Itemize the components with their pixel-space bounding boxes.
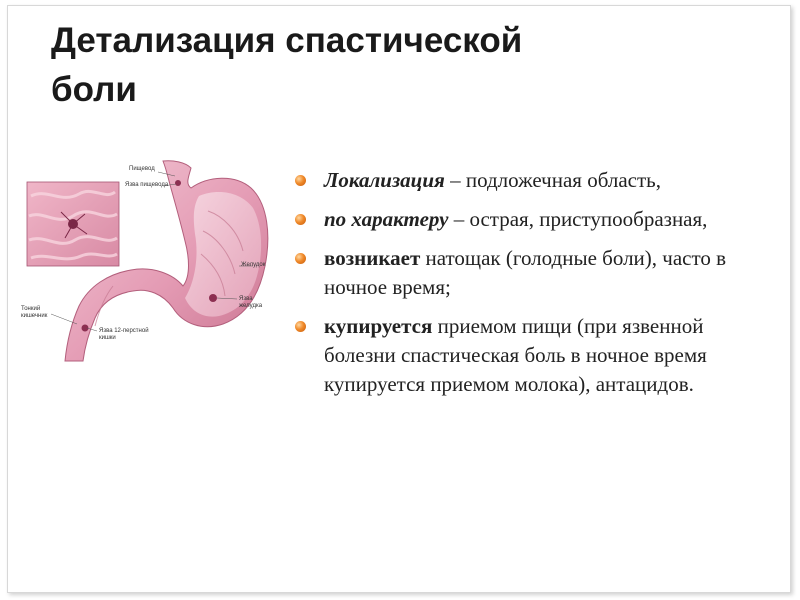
bullet-text: – подложечная область, <box>444 168 661 192</box>
label-duodenal-ulcer-1: Язва 12-перстной <box>99 328 149 334</box>
bullet-dot-icon <box>295 175 306 186</box>
bullet-text: натощак (голодные боли), часто в ночное время; <box>324 246 727 299</box>
slide-title <box>51 16 751 114</box>
label-small-intestine-1: Тонкий <box>21 306 41 312</box>
list-item <box>291 166 731 195</box>
label-stomach-ulcer-1: Язва <box>239 296 253 302</box>
label-duodenal-ulcer-2: кишки <box>99 335 116 341</box>
slide-title-line-1: Детализация спастической <box>51 21 523 60</box>
list-item <box>291 244 731 302</box>
bullet-strong-text: по характеру <box>324 207 449 231</box>
list-item <box>291 312 731 399</box>
label-esophageal-ulcer: Язва пищевода <box>125 182 169 188</box>
slide <box>7 5 791 593</box>
bullet-dot-icon <box>295 321 306 332</box>
label-stomach: Желудок <box>241 262 266 268</box>
stomach-illustration <box>13 156 278 371</box>
bullet-text: – острая, приступообразная, <box>448 207 708 231</box>
label-stomach-ulcer-2: желудка <box>239 303 263 309</box>
bullet-strong-text: купируется <box>324 314 433 338</box>
ulcer-magnified-inset <box>27 182 119 266</box>
slide-title-line-2: боли <box>51 70 137 109</box>
bullet-dot-icon <box>295 253 306 264</box>
label-small-intestine-2: кишечник <box>21 313 48 319</box>
pain-characteristics-list <box>291 166 731 409</box>
bullet-text: приемом пищи (при язвенной болезни спастическая боль в ночное время купируется приемом молока), антацидов. <box>324 314 707 396</box>
list-item <box>291 205 731 234</box>
bullet-strong-text: возникает <box>324 246 421 270</box>
bullet-dot-icon <box>295 214 306 225</box>
stomach-diagram <box>13 156 278 371</box>
bullet-strong-text: Локализация <box>324 168 445 192</box>
label-esophagus: Пищевод <box>129 166 155 172</box>
